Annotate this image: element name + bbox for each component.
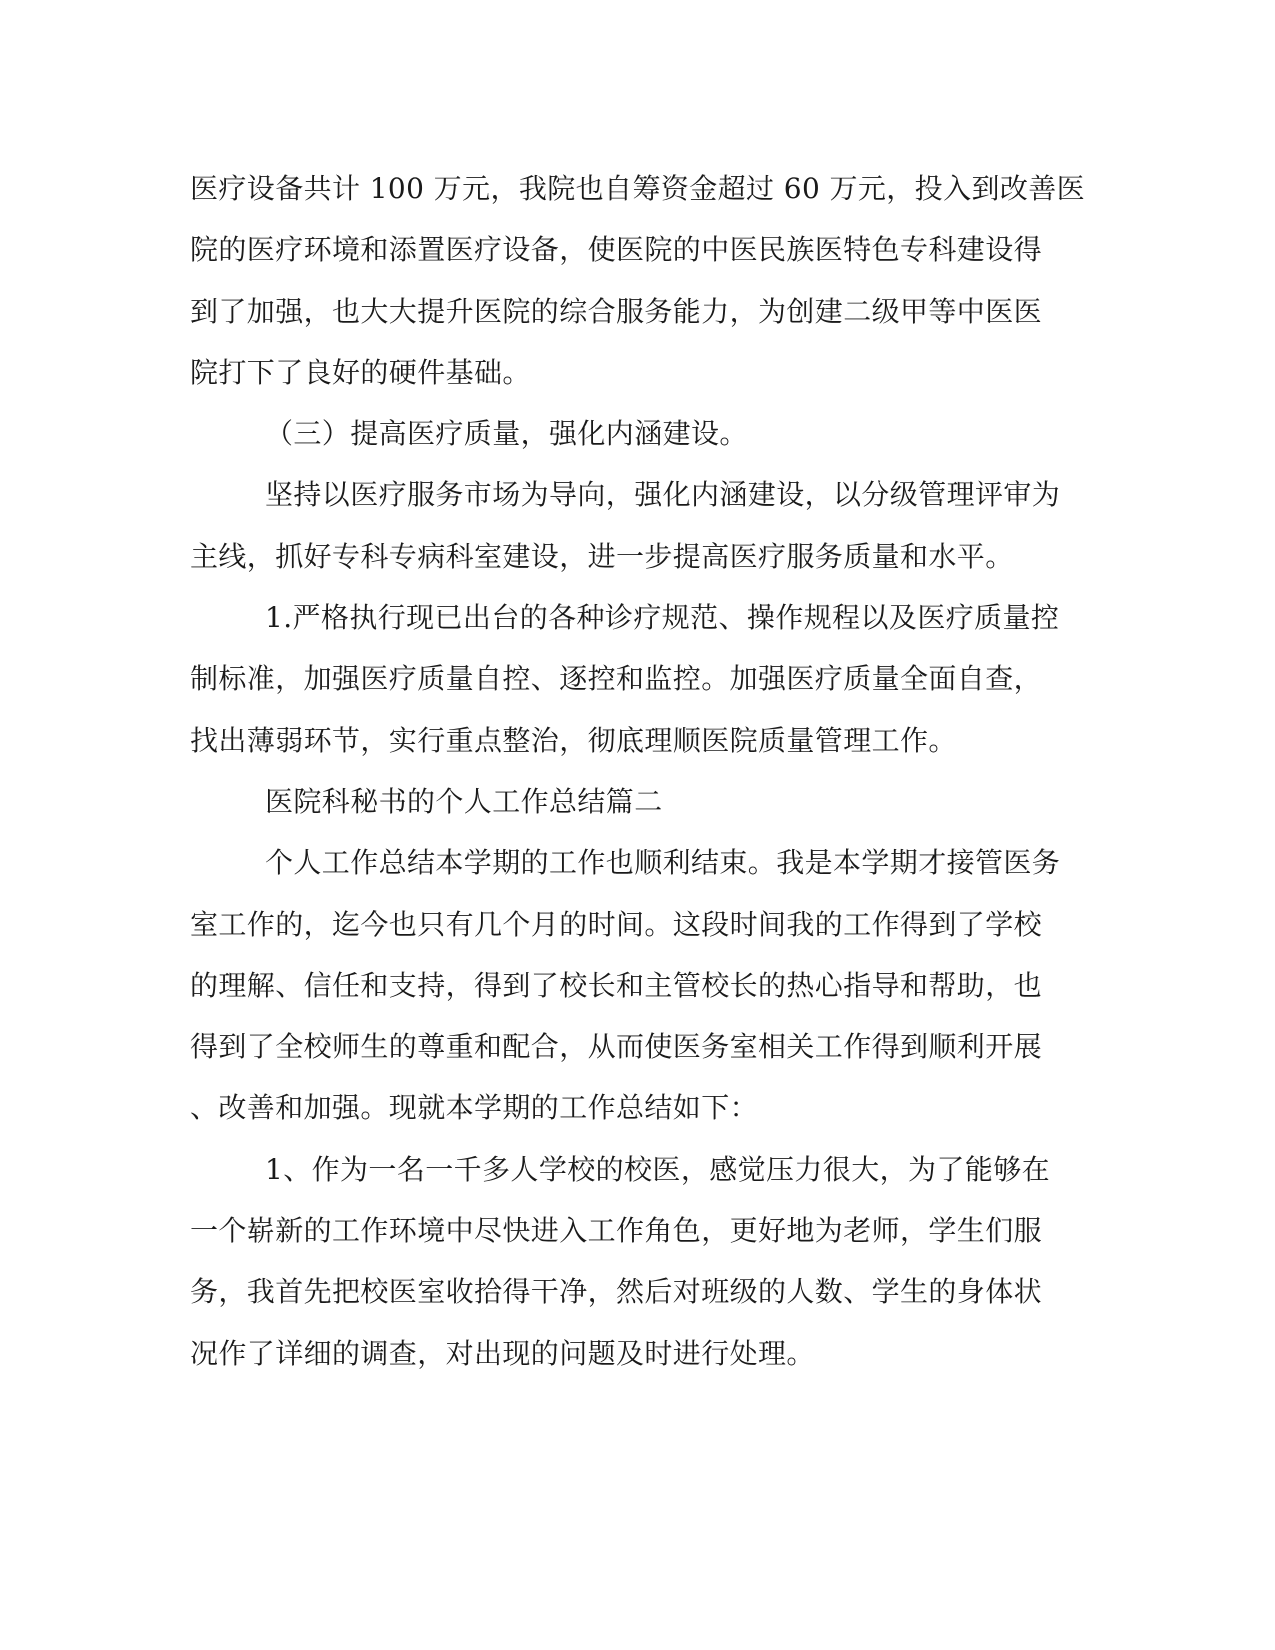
text-line: 、改善和加强。现就本学期的工作总结如下： (190, 1091, 759, 1125)
text-line: 到了加强，也大大提升医院的综合服务能力，为创建二级甲等中医医 (190, 294, 1043, 328)
section-heading: （三）提高医疗质量，强化内涵建设。 (265, 417, 748, 451)
text-line: 院打下了良好的硬件基础。 (190, 355, 531, 389)
list-item: 1、作为一名一千多人学校的校医，感觉压力很大，为了能够在 (265, 1152, 1051, 1186)
text-line: 得到了全校师生的尊重和配合，从而使医务室相关工作得到顺利开展 (190, 1030, 1043, 1064)
text-line: 医疗设备共计 100 万元，我院也自筹资金超过 60 万元，投入到改善医 (190, 172, 1086, 205)
text-line: 主线，抓好专科专病科室建设，进一步提高医疗服务质量和水平。 (190, 539, 1014, 573)
text-line: 室工作的，迄今也只有几个月的时间。这段时间我的工作得到了学校 (190, 907, 1043, 941)
list-item: 1.严格执行现已出台的各种诊疗规范、操作规程以及医疗质量控 (265, 601, 1060, 635)
text-line: 务，我首先把校医室收拾得干净，然后对班级的人数、学生的身体状 (190, 1275, 1043, 1309)
article-title: 医院科秘书的个人工作总结篇二 (265, 784, 663, 818)
text-line: 找出薄弱环节，实行重点整治，彻底理顺医院质量管理工作。 (190, 723, 957, 757)
document-body (190, 158, 1086, 1384)
text-line: 况作了详细的调查，对出现的问题及时进行处理。 (190, 1336, 815, 1370)
text-line: 坚持以医疗服务市场为导向，强化内涵建设，以分级管理评审为 (265, 478, 1061, 512)
text-line: 制标准，加强医疗质量自控、逐控和监控。加强医疗质量全面自查， (190, 662, 1043, 696)
text-line: 的理解、信任和支持，得到了校长和主管校长的热心指导和帮助，也 (190, 968, 1043, 1002)
text-line: 院的医疗环境和添置医疗设备，使医院的中医民族医特色专科建设得 (190, 233, 1043, 267)
text-line: 个人工作总结本学期的工作也顺利结束。我是本学期才接管医务 (265, 846, 1061, 880)
text-line: 一个崭新的工作环境中尽快进入工作角色，更好地为老师，学生们服 (190, 1214, 1043, 1248)
